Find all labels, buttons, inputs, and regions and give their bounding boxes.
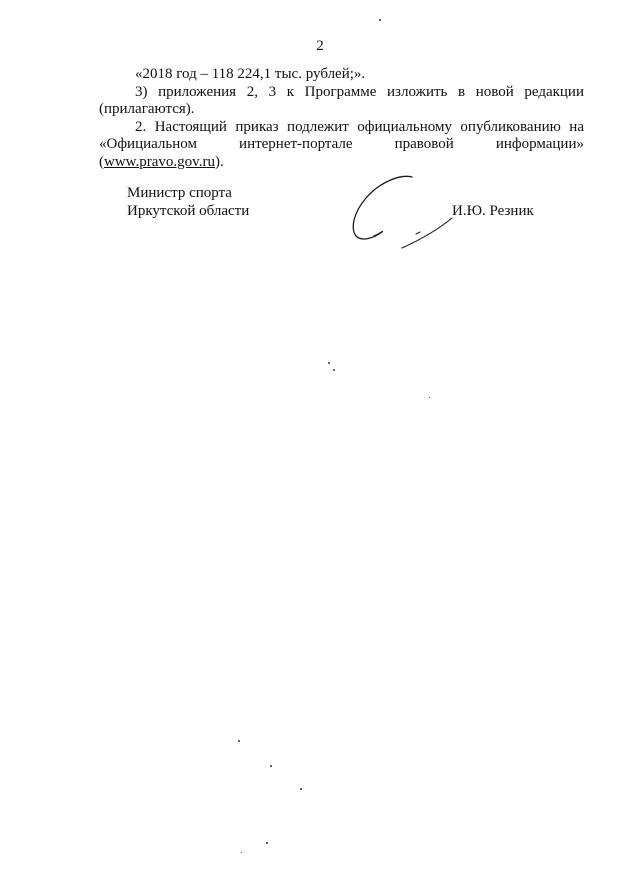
paragraph-2018-amount: «2018 год – 118 224,1 тыс. рублей;». xyxy=(135,66,366,82)
document-body xyxy=(99,66,584,171)
paragraph-item-3-line2: (прилагаются). xyxy=(99,101,195,117)
scan-speck xyxy=(241,852,242,853)
signatory-title-line1: Министр спорта xyxy=(127,185,232,201)
scan-speck xyxy=(429,397,430,398)
signatory-title xyxy=(127,184,249,220)
scan-speck xyxy=(300,788,302,790)
handwritten-signature xyxy=(340,168,470,258)
scan-speck xyxy=(328,362,330,364)
scan-speck xyxy=(379,19,381,21)
page-number: 2 xyxy=(316,38,324,54)
item-2-text: 2. Настоящий приказ подлежит официальному опубликованию на «Официальном интернет-портале правовой информации» ( xyxy=(99,118,584,170)
scan-speck xyxy=(238,740,240,742)
scan-speck xyxy=(266,842,268,844)
signer-name: И.Ю. Резник xyxy=(452,203,534,219)
pravo-gov-link[interactable]: www.pravo.gov.ru xyxy=(104,153,215,170)
item-2-text-end: ). xyxy=(214,153,224,170)
paragraph-item-3-line1: 3) приложения 2, 3 к Программе изложить в новой редакции xyxy=(135,83,584,100)
paragraph-item-2 xyxy=(99,119,584,172)
scan-speck xyxy=(333,369,335,371)
signatory-title-line2: Иркутской области xyxy=(127,203,250,219)
scan-speck xyxy=(270,765,272,767)
